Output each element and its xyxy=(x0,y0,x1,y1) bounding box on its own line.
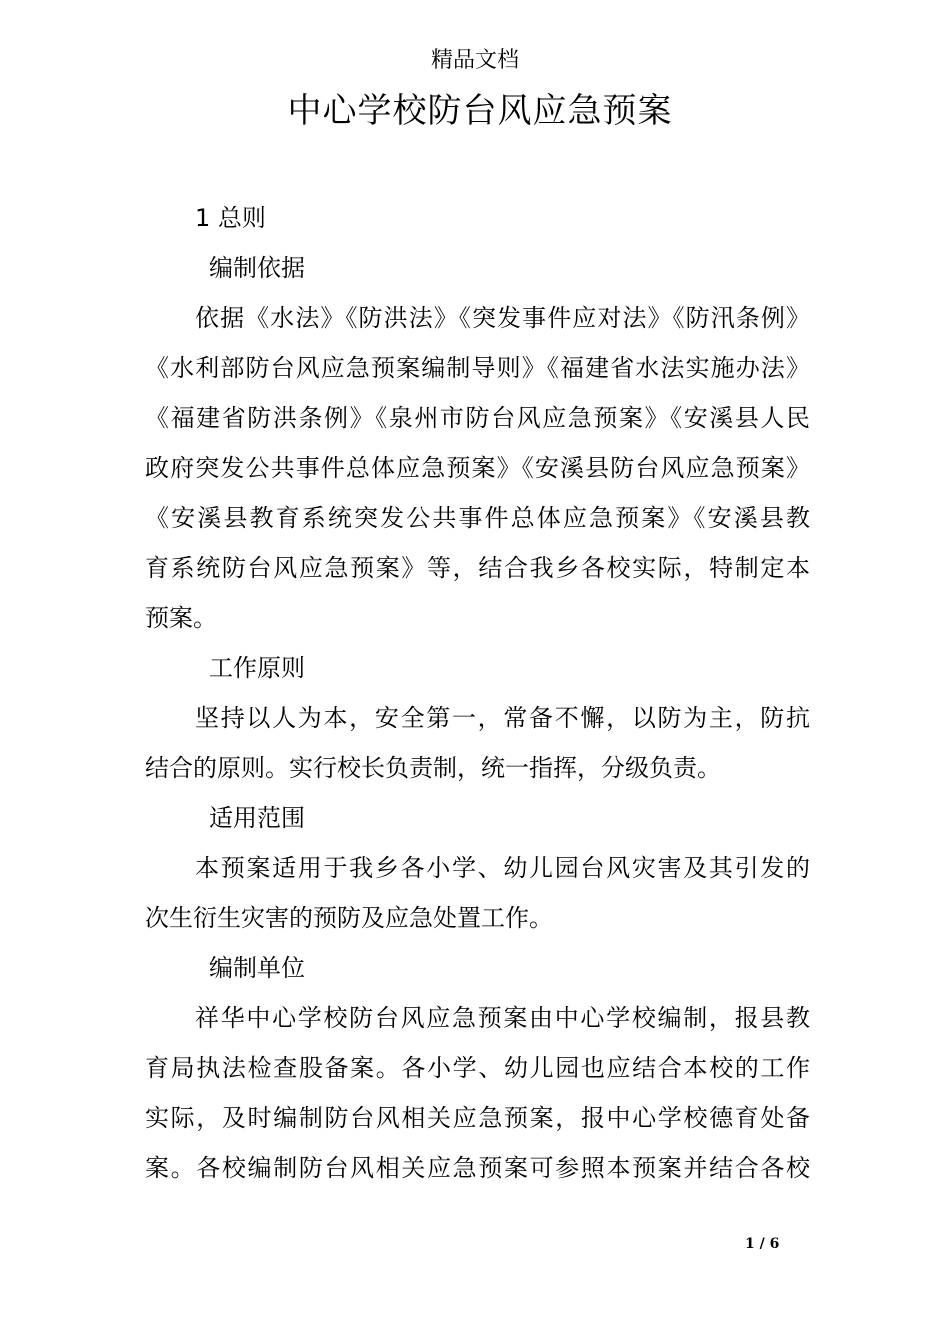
page-title: 中心学校防台风应急预案 xyxy=(287,91,673,131)
subsection-heading: 编制依据 xyxy=(209,254,305,282)
paragraph-line: 次生衍生灾害的预防及应急处置工作。 xyxy=(145,904,553,932)
paragraph-line: 结合的原则。实行校长负责制，统一指挥，分级负责。 xyxy=(145,754,721,782)
subsection-heading: 工作原则 xyxy=(209,654,305,682)
paragraph-line: 育系统防台风应急预案》等，结合我乡各校实际，特制定本 xyxy=(145,554,810,582)
paragraph-line: 案。各校编制防台风相关应急预案可参照本预案并结合各校 xyxy=(145,1154,810,1182)
page-number: 1 / 6 xyxy=(745,1236,780,1252)
paragraph-line: 《水利部防台风应急预案编制导则》《福建省水法实施办法》 xyxy=(145,354,810,382)
subsection-heading: 编制单位 xyxy=(209,954,305,982)
paragraph-line: 《安溪县教育系统突发公共事件总体应急预案》《安溪县教 xyxy=(145,504,810,532)
section-heading: 1 总则 xyxy=(195,204,266,232)
page-header: 精品文档 xyxy=(430,48,519,73)
paragraph-line: 实际，及时编制防台风相关应急预案，报中心学校德育处备 xyxy=(145,1104,810,1132)
paragraph-line: 本预案适用于我乡各小学、幼儿园台风灾害及其引发的 xyxy=(195,854,810,882)
paragraph-line: 坚持以人为本，安全第一，常备不懈，以防为主，防抗 xyxy=(195,704,810,732)
subsection-heading: 适用范围 xyxy=(209,804,305,832)
paragraph-line: 《福建省防洪条例》《泉州市防台风应急预案》《安溪县人民 xyxy=(145,404,810,432)
paragraph-line: 祥华中心学校防台风应急预案由中心学校编制，报县教 xyxy=(195,1004,810,1032)
paragraph-line: 政府突发公共事件总体应急预案》《安溪县防台风应急预案》 xyxy=(145,454,810,482)
paragraph-line: 育局执法检查股备案。各小学、幼儿园也应结合本校的工作 xyxy=(145,1054,810,1082)
paragraph-line: 预案。 xyxy=(145,604,217,632)
paragraph-line: 依据《水法》《防洪法》《突发事件应对法》《防汛条例》 xyxy=(195,304,810,332)
